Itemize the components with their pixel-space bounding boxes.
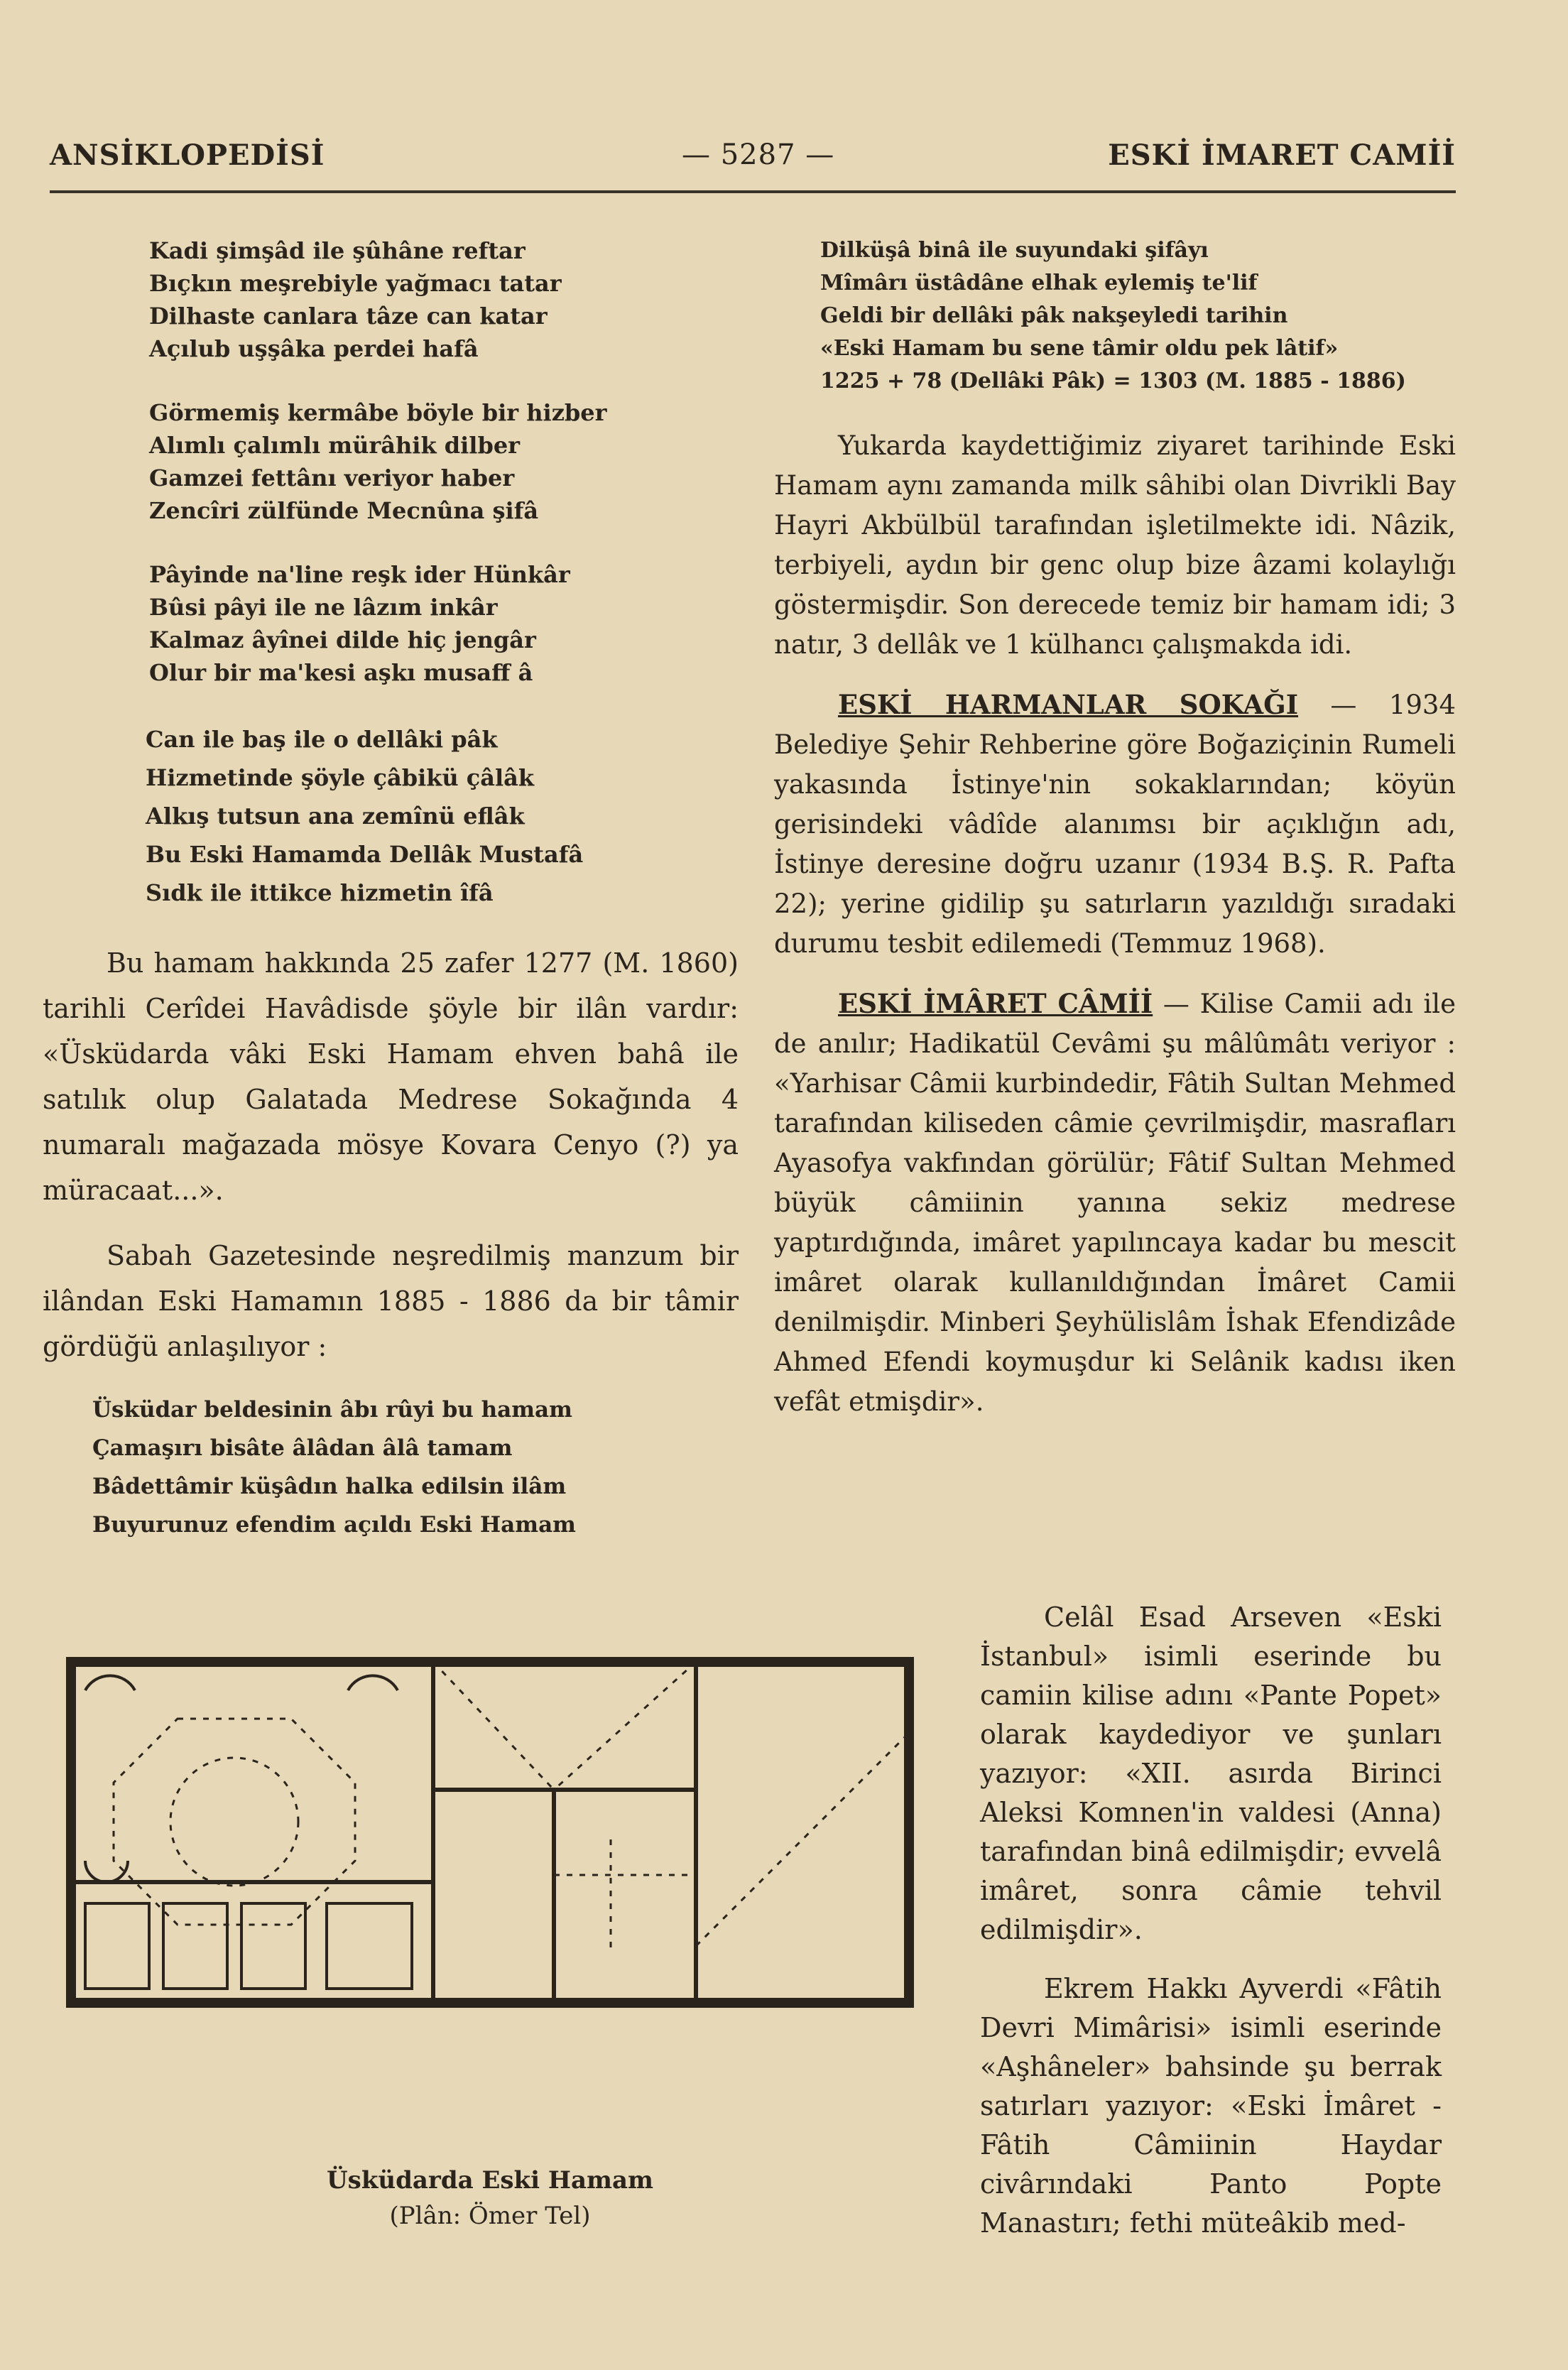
figure-caption (57, 2163, 923, 2234)
entry-text: — Kilise Camii adı ile de anılır; Hadikatül Cevâmi şu mâlûmâtı veriyor : «Yarhisar Câmii kurbindedir, Fâtih Sultan Mehmed tarafından kiliseden câmie çevrilmişdir, masrafları Ayasofya vakfından görülür; Fâtif Sultan Mehmed büyük câmiinin yanına sekiz medrese yaptırdığında, imâret yapılıncaya kadar bu mescit imâret olarak kullanıldığından İmâret Camii denilmişdir. Minberi Şeyhülislâm İshak Efendizâde Ahmed Efendi koymuşdur ki Selânik kadısı iken vefât etmişdir». (774, 989, 1456, 1417)
left-column (43, 234, 739, 1572)
verse-stanza-2 (43, 396, 739, 527)
verse-line: «Eski Hamam bu sene tâmir oldu pek lâtif» (820, 336, 1339, 361)
right-column (774, 234, 1456, 1442)
verse-line: Açılub uşşâka perdei hafâ (149, 335, 479, 362)
verse-line: Çamaşırı bisâte âlâdan âlâ tamam (92, 1435, 513, 1461)
verse-line: Kalmaz âyînei dilde hiç jengâr (149, 626, 536, 653)
verse-line: Alımlı çalımlı mürâhik dilber (149, 432, 521, 459)
verse-line: Geldi bir dellâki pâk nakşeyledi tarihin (820, 303, 1288, 328)
header-left: ANSİKLOPEDİSİ (50, 138, 325, 172)
verse-line: 1225 + 78 (Dellâki Pâk) = 1303 (M. 1885 - 1886) (820, 369, 1406, 393)
verse-line: Görmemiş kermâbe böyle bir hizber (149, 399, 607, 426)
verse-line: Gamzei fettânı veriyor haber (149, 464, 515, 491)
page-number: — 5287 — (682, 138, 835, 171)
verse-line: Bûsi pâyi ile ne lâzım inkâr (149, 594, 498, 621)
paragraph-arseven: Celâl Esad Arseven «Eski İstanbul» isimli eserinde bu camiin kilise adını «Pante Popet» olarak kaydediyor ve şunları yazıyor: «XII. asırda Birinci Aleksi Komnen'in valdesi (Anna) tarafından binâ edilmişdir; evvelâ imâret, sonra câmie tehvil edilmişdir». (980, 1602, 1442, 1945)
verse-line: Dilküşâ binâ ile suyundaki şifâyı (820, 238, 1209, 263)
verse-stanza-1 (43, 234, 739, 365)
paragraph-ziyaret: Yukarda kaydettiğimiz ziyaret tarihinde Eski Hamam aynı zamanda milk sâhibi olan Divrikli Bay Hayri Akbülbül tarafından işletilmekte idi. Nâzik, terbiyeli, aydın bir genc olup bize âzami kolaylığı göstermişdir. Son derecede temiz bir hamam idi; 3 natır, 3 dellâk ve 1 külhancı çalışmakda idi. (774, 430, 1456, 660)
verse-line: Alkış tutsun ana zemînü eflâk (146, 803, 525, 830)
entry-eski-harmanlar (774, 685, 1456, 964)
verse-line: Olur bir ma'kesi aşkı musaff â (149, 659, 533, 686)
verse-line: Can ile baş ile o dellâki pâk (146, 726, 498, 753)
verse-announcement (43, 1391, 739, 1544)
verse-line: Dilhaste canlara tâze can katar (149, 303, 548, 330)
verse-line: Buyurunuz efendim açıldı Eski Hamam (92, 1512, 576, 1538)
verse-line: Hizmetinde şöyle çâbikü çâlâk (146, 764, 535, 791)
verse-line: Sıdk ile ittikce hizmetin îfâ (146, 879, 494, 906)
verse-line: Bu Eski Hamamda Dellâk Mustafâ (146, 841, 584, 868)
entry-heading: ESKİ İMÂRET CÂMİİ (838, 988, 1153, 1019)
entry-text: — 1934 Belediye Şehir Rehberine göre Boğaziçinin Rumeli yakasında İstinye'nin sokaklarından; köyün gerisindeki vâdîde alanımsı bir açıklığın adı, İstinye deresine doğru uzanır (1934 B.Ş. R. Pafta 22); yerine gidilip şu satırların yazıldığı sıradaki durumu tesbit edilemedi (Temmuz 1968). (774, 690, 1456, 959)
floor-plan-drawing (57, 1648, 923, 2017)
verse-line: Bâdettâmir küşâdın halka edilsin ilâm (92, 1474, 567, 1499)
verse-stanza-3 (43, 558, 739, 689)
side-column-text (980, 1598, 1442, 2263)
entry-heading: ESKİ HARMANLAR SOKAĞI (838, 689, 1299, 720)
verse-stanza-4 (43, 720, 739, 912)
paragraph-sabah-gazetesi: Sabah Gazetesinde neşredilmiş manzum bir ilândan Eski Hamamın 1885 - 1886 da bir tâmir gördüğü anlaşılıyor : (43, 1240, 739, 1362)
running-header (50, 138, 1456, 188)
caption-credit: (Plân: Ömer Tel) (389, 2202, 591, 2230)
verse-tarih (774, 234, 1456, 398)
paragraph-hamam-ilan: Bu hamam hakkında 25 zafer 1277 (M. 1860) tarihli Cerîdei Havâdisde şöyle bir ilân vardır: «Üsküdarda vâki Eski Hamam ehven bahâ ile satılık olup Galatada Medrese Sokağında 4 numaralı mağazada mösye Kovara Cenyo (?) ya müracaat...». (43, 947, 739, 1206)
floor-plan-figure (57, 1648, 923, 2017)
header-right: ESKİ İMARET CAMİİ (1108, 138, 1456, 172)
paragraph-ayverdi: Ekrem Hakkı Ayverdi «Fâtih Devri Mimârisi» isimli eserinde «Aşhâneler» bahsinde şu berrak satırları yazıyor: «Eski İmâret - Fâtih Câmiinin Haydar civârındaki Panto Popte Manastırı; fethi müteâkib med- (980, 1973, 1442, 2239)
caption-title: Üsküdarda Eski Hamam (327, 2166, 653, 2195)
header-rule (50, 190, 1456, 193)
verse-line: Bıçkın meşrebiyle yağmacı tatar (149, 270, 562, 297)
entry-eski-imaret-camii (774, 984, 1456, 1422)
verse-line: Üsküdar beldesinin âbı rûyi bu hamam (92, 1397, 572, 1423)
verse-line: Zencîri zülfünde Mecnûna şifâ (149, 497, 539, 524)
verse-line: Pâyinde na'line reşk ider Hünkâr (149, 561, 570, 588)
verse-line: Kadi şimşâd ile şûhâne reftar (149, 237, 526, 264)
verse-line: Mîmârı üstâdâne elhak eylemiş te'lif (820, 271, 1258, 295)
